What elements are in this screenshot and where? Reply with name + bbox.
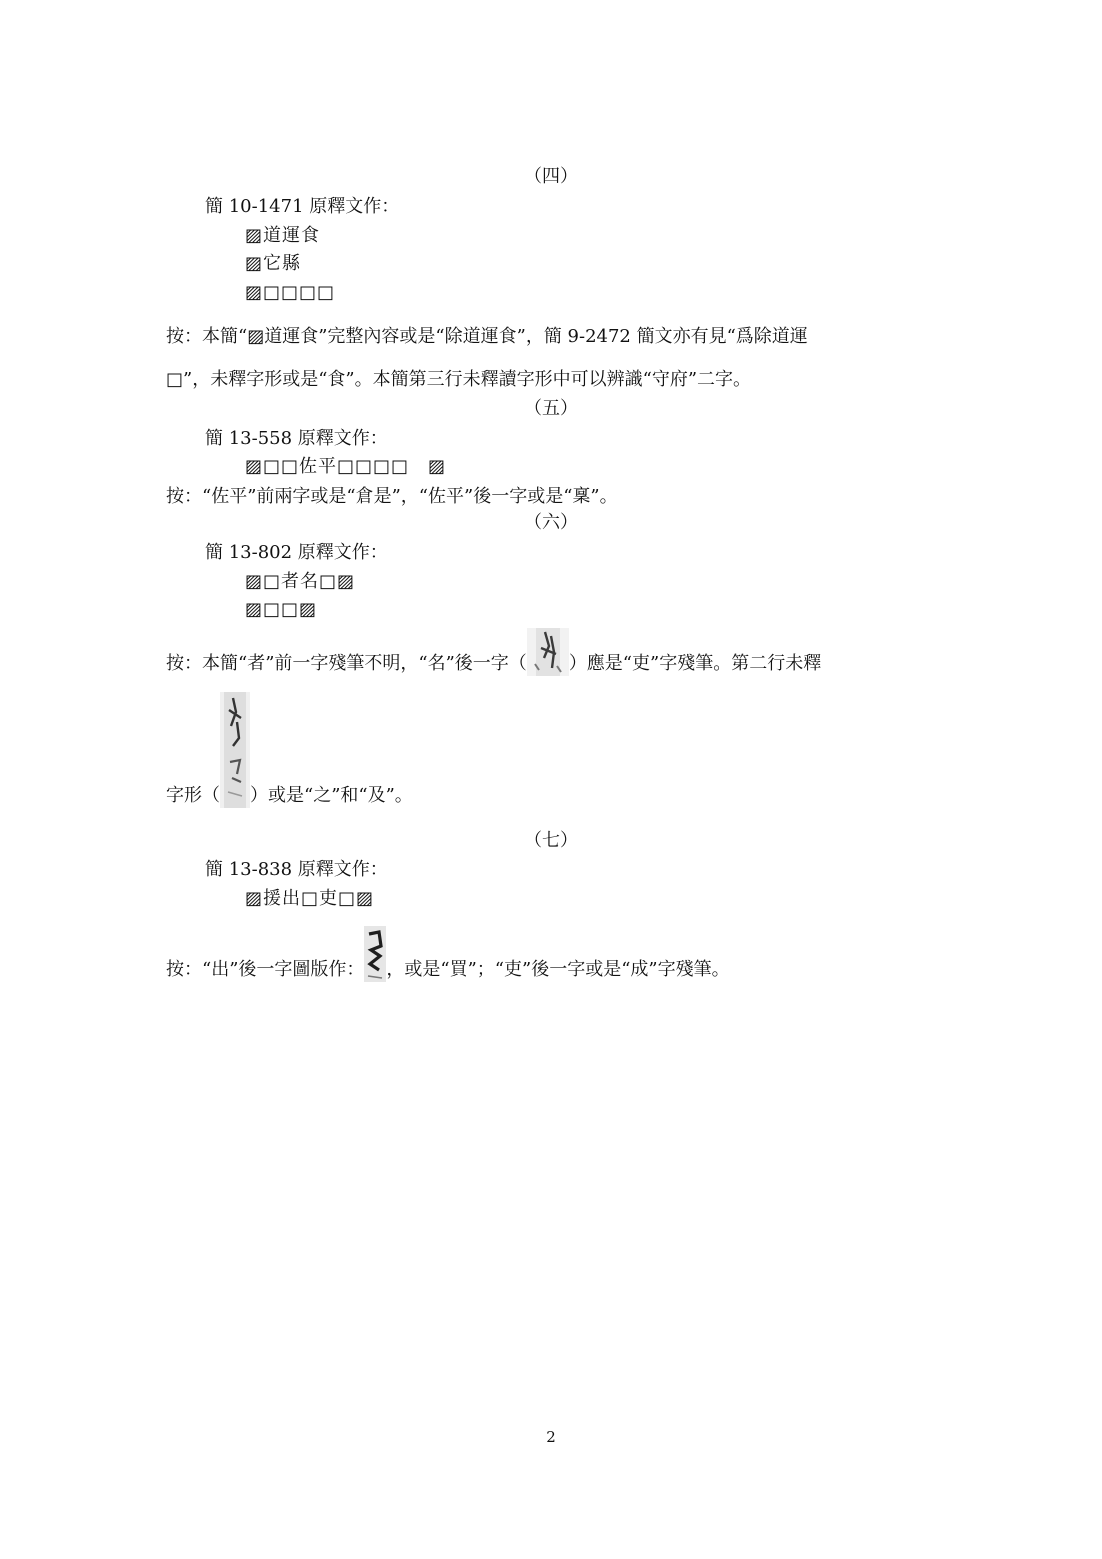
page-number: 2 xyxy=(546,1428,556,1446)
commentary-line xyxy=(166,692,413,808)
commentary-text: ）應是“吏”字殘筆。第二行未釋 xyxy=(568,653,822,674)
commentary-text: 字形（ xyxy=(166,785,220,806)
transcription-line: ▨道運食 xyxy=(245,225,321,246)
commentary-line xyxy=(166,926,730,982)
section-heading-5: （五） xyxy=(524,398,578,419)
transcription-line: ▨它縣 xyxy=(245,253,302,274)
commentary-text: 按：本簡“者”前一字殘筆不明，“名”後一字（ xyxy=(166,653,527,674)
section-heading-6: （六） xyxy=(524,512,578,533)
citation-13-802: 簡 13-802 原釋文作： xyxy=(205,542,388,563)
citation-10-1471: 簡 10-1471 原釋文作： xyxy=(205,196,400,217)
commentary-text: ，或是“買”；“吏”後一字或是“成”字殘筆。 xyxy=(386,959,730,980)
citation-13-558: 簡 13-558 原釋文作： xyxy=(205,428,388,449)
transcription-line: ▨援出□吏□▨ xyxy=(245,888,375,909)
commentary-line: □”，未釋字形或是“食”。本簡第三行未釋讀字形中可以辨識“守府”二字。 xyxy=(166,369,752,390)
commentary-text: 按：“出”後一字圖版作： xyxy=(166,959,365,980)
slip-fragment-image xyxy=(364,926,386,982)
section-heading-7: （七） xyxy=(524,830,578,851)
commentary-line: 按：本簡“▨道運食”完整內容或是“除道運食”，簡 9-2472 簡文亦有見“爲除道運 xyxy=(166,326,808,347)
transcription-line: ▨□□佐平□□□□ ▨ xyxy=(245,456,447,477)
transcription-line: ▨□者名□▨ xyxy=(245,571,356,592)
commentary-line: 按：“佐平”前兩字或是“倉是”，“佐平”後一字或是“稟”。 xyxy=(166,486,618,507)
slip-fragment-image xyxy=(220,692,250,808)
transcription-line: ▨□□▨ xyxy=(245,599,318,620)
section-heading-4: （四） xyxy=(524,166,578,187)
commentary-text: ）或是“之”和“及”。 xyxy=(250,785,413,806)
citation-13-838: 簡 13-838 原釋文作： xyxy=(205,859,388,880)
commentary-line xyxy=(166,628,821,676)
transcription-line: ▨□□□□ xyxy=(245,282,336,303)
slip-fragment-image xyxy=(527,628,569,676)
